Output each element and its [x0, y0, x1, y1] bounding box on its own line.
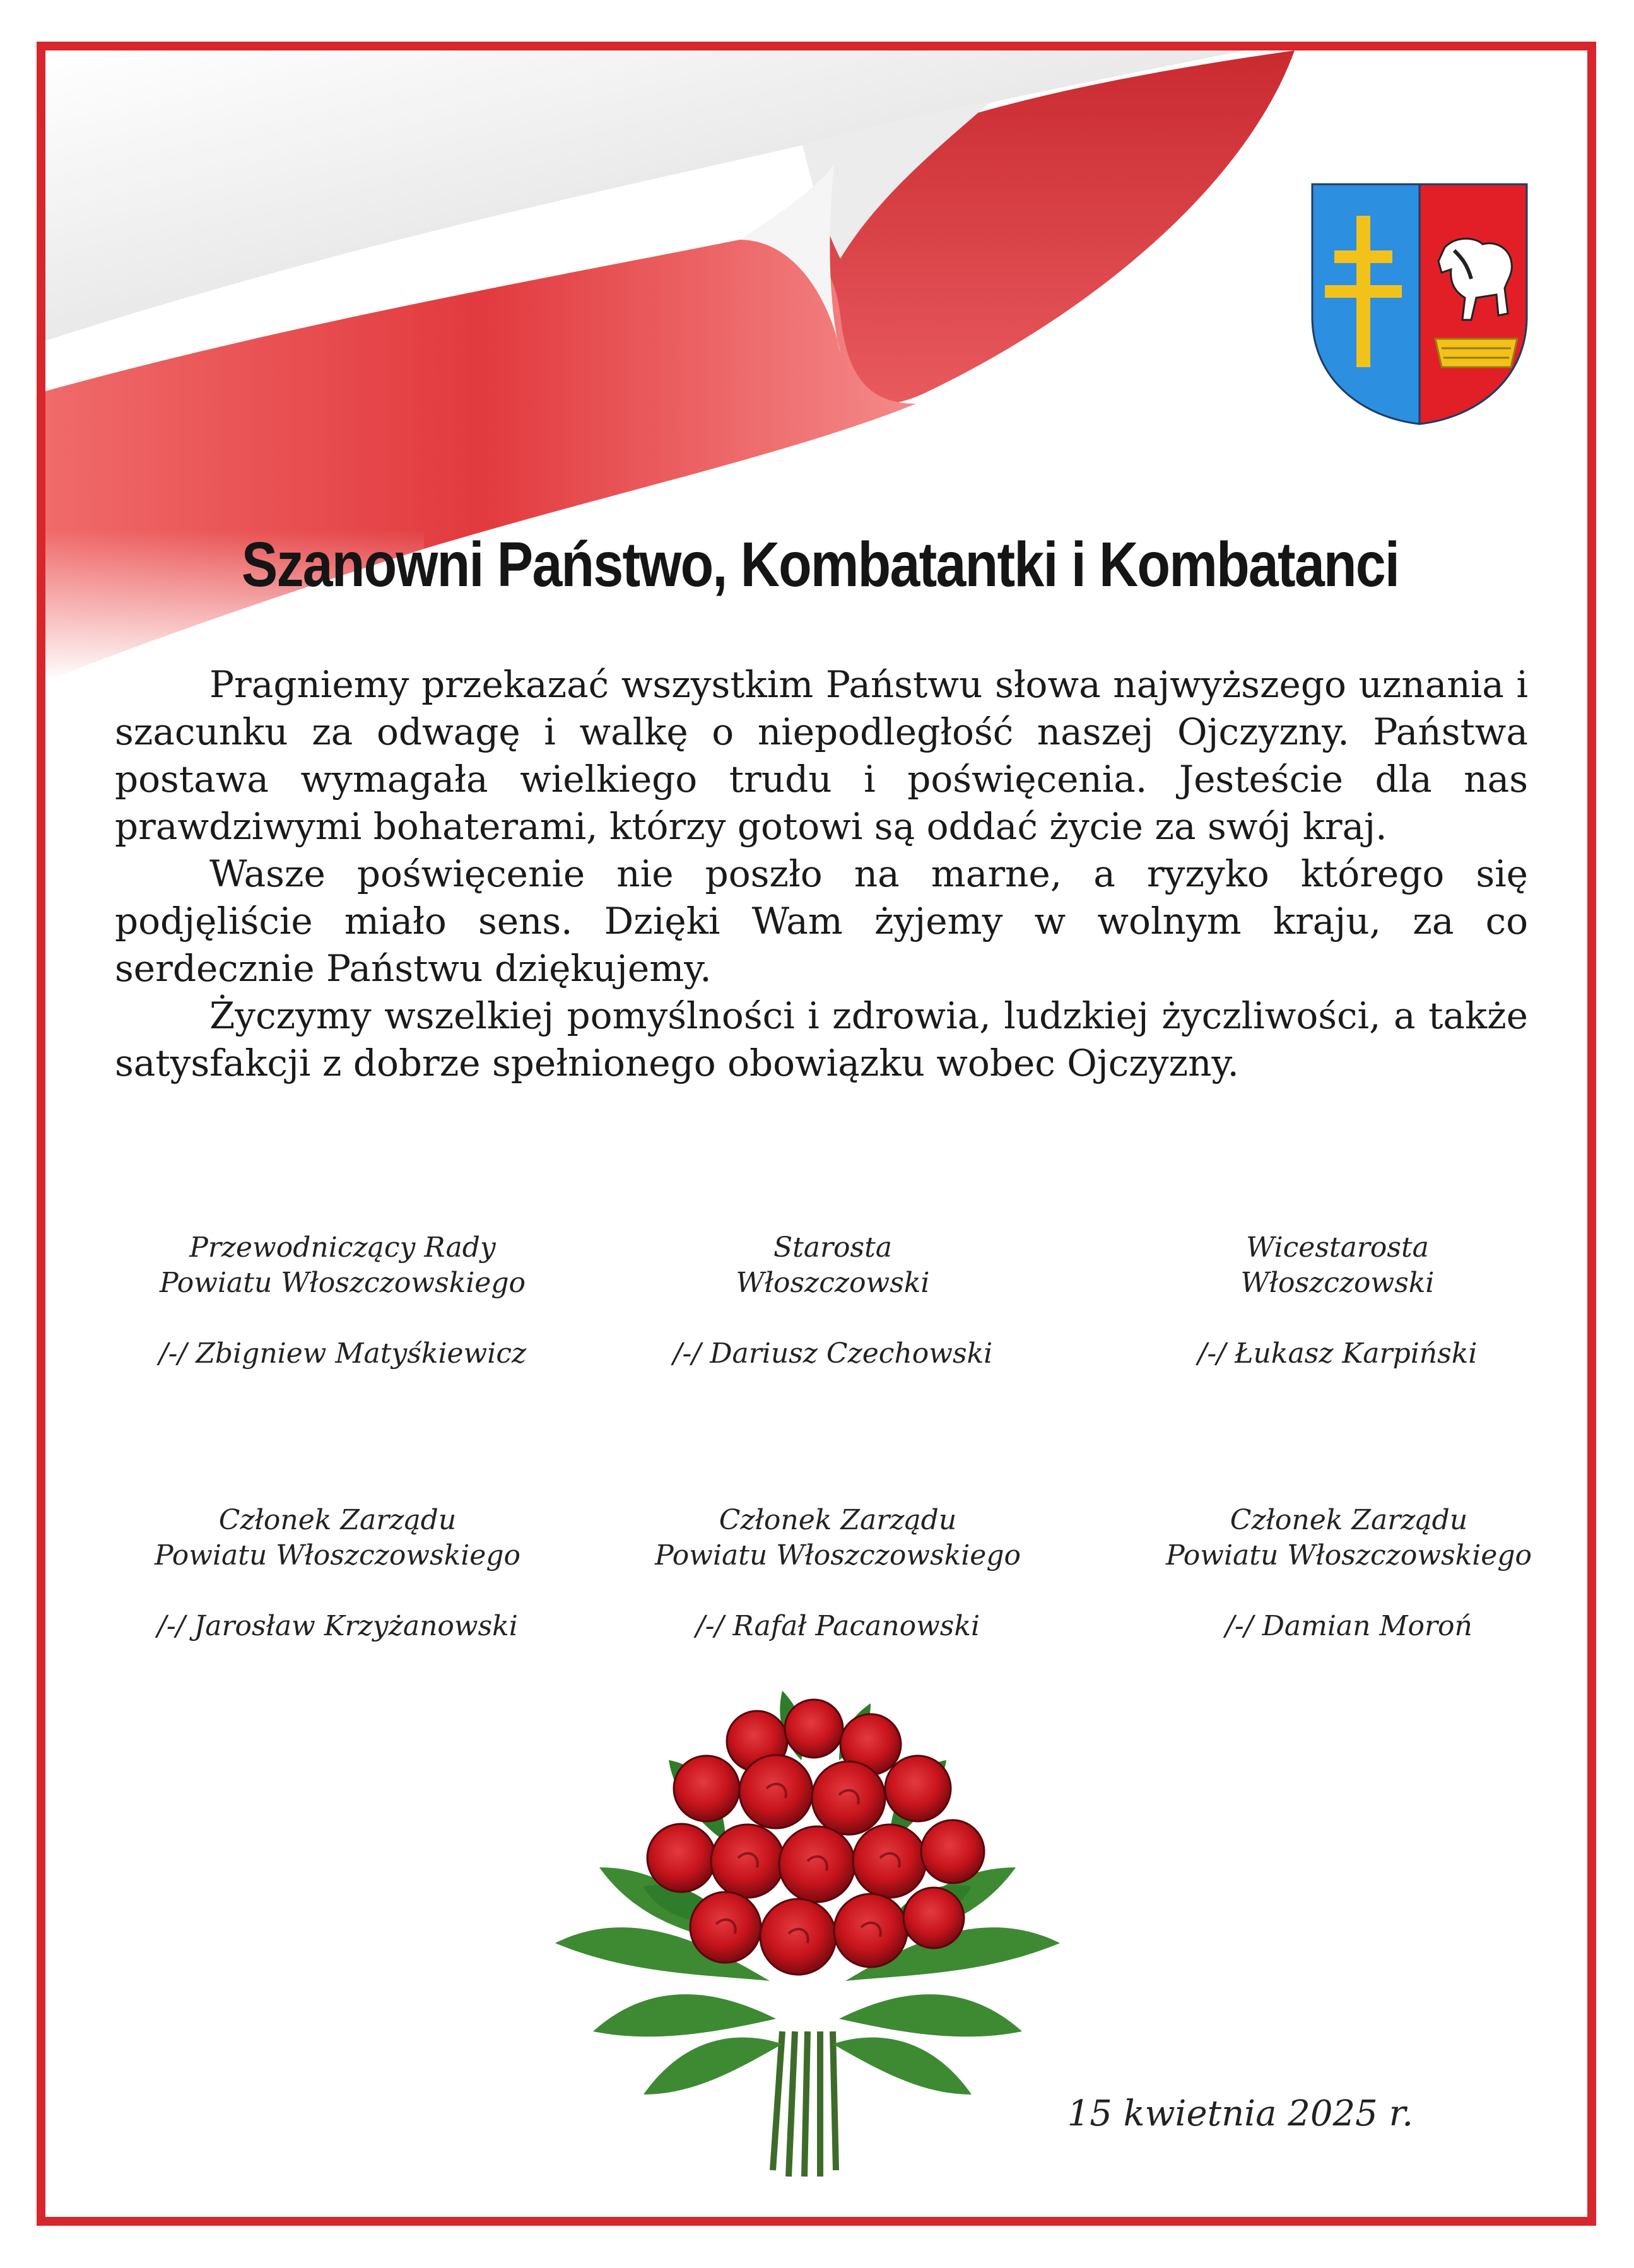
signature-role: Starosta [773, 1231, 893, 1264]
signature-block [1098, 1230, 1577, 1372]
signature-role: Powiatu Włoszczowskiego [154, 1539, 520, 1572]
signature-block [598, 1503, 1078, 1644]
signature-block [103, 1230, 582, 1372]
signature-name: /-/ Damian Moroń [1225, 1610, 1472, 1642]
signature-block [1109, 1503, 1589, 1644]
signature-role: Członek Zarządu [719, 1504, 957, 1536]
signature-role: Członek Zarządu [1230, 1504, 1468, 1536]
coat-of-arms-icon [1306, 178, 1533, 430]
signature-block [98, 1503, 577, 1644]
signature-name: /-/ Rafał Pacanowski [695, 1610, 980, 1642]
signature-name: /-/ Zbigniew Matyśkiewicz [158, 1337, 527, 1370]
paragraph: Życzymy wszelkiej pomyślności i zdrowia, ludzkiej życzliwości, a także satysfakcji z dobrze spełnionego obowiązku wobec Ojczyzny. [115, 994, 1528, 1084]
signature-role: Członek Zarządu [218, 1504, 457, 1536]
signature-role: Przewodniczący Rady [189, 1231, 496, 1264]
signature-role: Powiatu Włoszczowskiego [159, 1267, 526, 1299]
signature-name: /-/ Dariusz Czechowski [673, 1337, 993, 1370]
signature-name: /-/ Łukasz Karpiński [1197, 1337, 1478, 1370]
page-title: Szanowni Państwo, Kombatantki i Kombatanci [241, 529, 1399, 600]
signature-role: Powiatu Włoszczowskiego [654, 1539, 1021, 1572]
document-date: 15 kwietnia 2025 r. [1067, 2093, 1413, 2134]
paragraph: Wasze poświęcenie nie poszło na marne, a ryzyko którego się podjęliście miało sens. Dzięki Wam żyjemy w wolnym kraju, za co serdecznie Państwu dziękujemy. [115, 852, 1528, 990]
signature-role: Włoszczowski [736, 1267, 930, 1299]
signature-name: /-/ Jarosław Krzyżanowski [157, 1610, 518, 1642]
signature-role: Powiatu Włoszczowskiego [1165, 1539, 1532, 1572]
paragraph: Pragniemy przekazać wszystkim Państwu słowa najwyższego uznania i szacunku za odwagę i walkę o niepodległość naszej Ojczyzny. Państwa postawa wymagała wielkiego trudu i poświęcenia. Jesteście dla nas prawdziwymi bohaterami, którzy gotowi są oddać życie za swój kraj. [115, 663, 1528, 848]
signature-role: Włoszczowski [1240, 1267, 1435, 1299]
signature-block [593, 1230, 1073, 1372]
letter-body [115, 661, 1528, 1087]
signature-role: Wicestarosta [1246, 1231, 1429, 1264]
